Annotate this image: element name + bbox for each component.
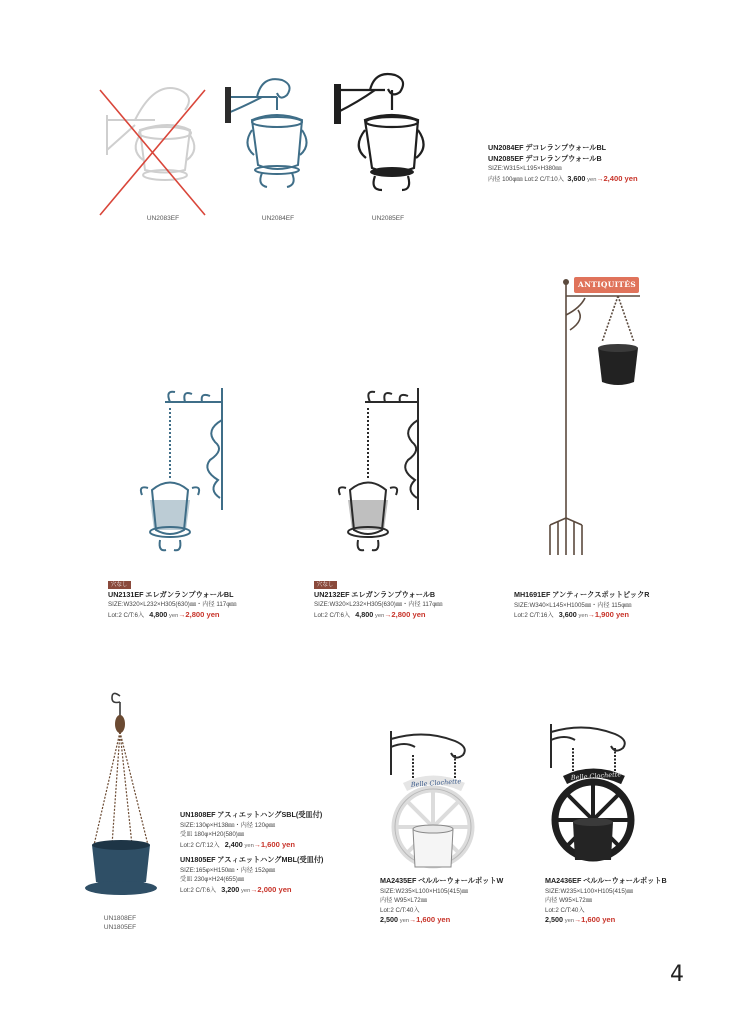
product-info-un2131ef — [108, 580, 308, 621]
product-size: SIZE:W340×L145×H1005㎜・内径 115φ㎜ — [514, 601, 632, 609]
product-size: SIZE:W235×L100×H105(415)㎜ — [545, 887, 634, 895]
caption-un2085ef: UN2085EF — [371, 215, 405, 222]
product-price-line: Lot:2 C/T:12入 2,400 yen→1,600 yen — [180, 839, 296, 849]
product-inner: 内径 W95×L72㎜ — [545, 897, 592, 905]
lamp-image-un2084ef — [222, 75, 322, 210]
caption-un2083ef: UN2083EF — [146, 215, 180, 222]
no-hole-tag: 穴なし — [314, 581, 337, 589]
product-line-1: UN2084EF デコレランプウォールBL — [488, 143, 607, 152]
lamp-image-un2083ef — [95, 75, 210, 215]
wheel-pot-image-white — [385, 725, 480, 875]
product-dish: 受皿 180φ×H20(580)㎜ — [180, 831, 245, 839]
product-price-line: Lot:2 C/T:6入 3,200 yen→2,000 yen — [180, 884, 292, 894]
wheel-pot-image-black — [545, 718, 640, 868]
lamp-image-un2132ef — [330, 380, 440, 565]
product-dish: 受皿 230φ×H24(655)㎜ — [180, 876, 245, 884]
product-title: MH1691EF アンティークスポットピックR — [514, 590, 650, 599]
product-size: SIZE:W320×L232×H305(630)㎜・内径 117φ㎜ — [108, 601, 237, 609]
wheel-sign-text-white: Belle Clochette — [410, 777, 462, 789]
product-lot: Lot:2 C/T:40入 — [545, 906, 585, 914]
lamp-image-un2085ef — [330, 72, 440, 212]
product-info-ma2436ef — [545, 876, 705, 927]
product-info-un1808ef — [180, 810, 365, 851]
product-price-line: Lot:2 C/T:6入 4,800 yen→2,800 yen — [314, 609, 426, 619]
wheel-sign-text-black: Belle Clochette — [570, 770, 622, 782]
product-info-un2132ef — [314, 580, 514, 621]
lamp-image-un2131ef — [130, 380, 240, 565]
caption-un1805ef: UN1805EF — [103, 924, 137, 931]
product-title: UN2132EF エレガンランプウォールB — [314, 589, 436, 599]
product-price-line: 2,500 yen→1,600 yen — [380, 915, 451, 925]
product-title: MA2436EF ベルルーウォールポットB — [545, 876, 667, 885]
product-size: SIZE:W235×L100×H105(415)㎜ — [380, 887, 469, 895]
product-title: UN2131EF エレガンランプウォールBL — [108, 589, 234, 599]
caption-un1808ef: UN1808EF — [103, 915, 137, 922]
product-size: SIZE:130φ×H138㎜・内径 120φ㎜ — [180, 821, 276, 829]
caption-un2084ef: UN2084EF — [261, 215, 295, 222]
hanging-pot-image — [82, 690, 162, 915]
product-lot: Lot:2 C/T:40入 — [380, 906, 420, 914]
product-size: SIZE:W320×L232×H305(630)㎜・内径 117φ㎜ — [314, 601, 443, 609]
product-line-2: UN2085EF デコレランプウォールB — [488, 153, 602, 163]
product-info-ma2435ef — [380, 876, 540, 927]
product-title: MA2435EF ベルルーウォールポットW — [380, 876, 504, 885]
product-info-mh1691ef — [514, 590, 724, 622]
product-price-line: Lot:2 C/T:16入 3,600 yen→1,900 yen — [514, 610, 630, 620]
stake-image-mh1691ef — [540, 270, 650, 570]
product-price-line: Lot:2 C/T:6入 4,800 yen→2,800 yen — [108, 609, 220, 619]
page-number: 4 — [670, 962, 684, 987]
sign-text: ANTIQUITÉS — [577, 280, 637, 289]
product-price-line: 内径 100φ㎜ Lot:2 C/T:10入 3,600 yen→2,400 yen — [488, 173, 638, 183]
product-size: SIZE:165φ×H150㎜・内径 152φ㎜ — [180, 866, 276, 874]
hanging-pot-captions — [95, 914, 145, 932]
product-price-line: 2,500 yen→1,600 yen — [545, 915, 616, 925]
product-inner: 内径 W95×L72㎜ — [380, 897, 427, 905]
product-title: UN1805EF アスィエットハングMBL(受皿付) — [180, 855, 324, 864]
no-hole-tag: 穴なし — [108, 581, 131, 589]
product-size: SIZE:W315×L195×H380㎜ — [488, 165, 562, 173]
product-info-un2084ef — [488, 143, 718, 185]
product-title: UN1808EF アスィエットハングSBL(受皿付) — [180, 810, 323, 819]
product-info-un1805ef — [180, 855, 365, 896]
